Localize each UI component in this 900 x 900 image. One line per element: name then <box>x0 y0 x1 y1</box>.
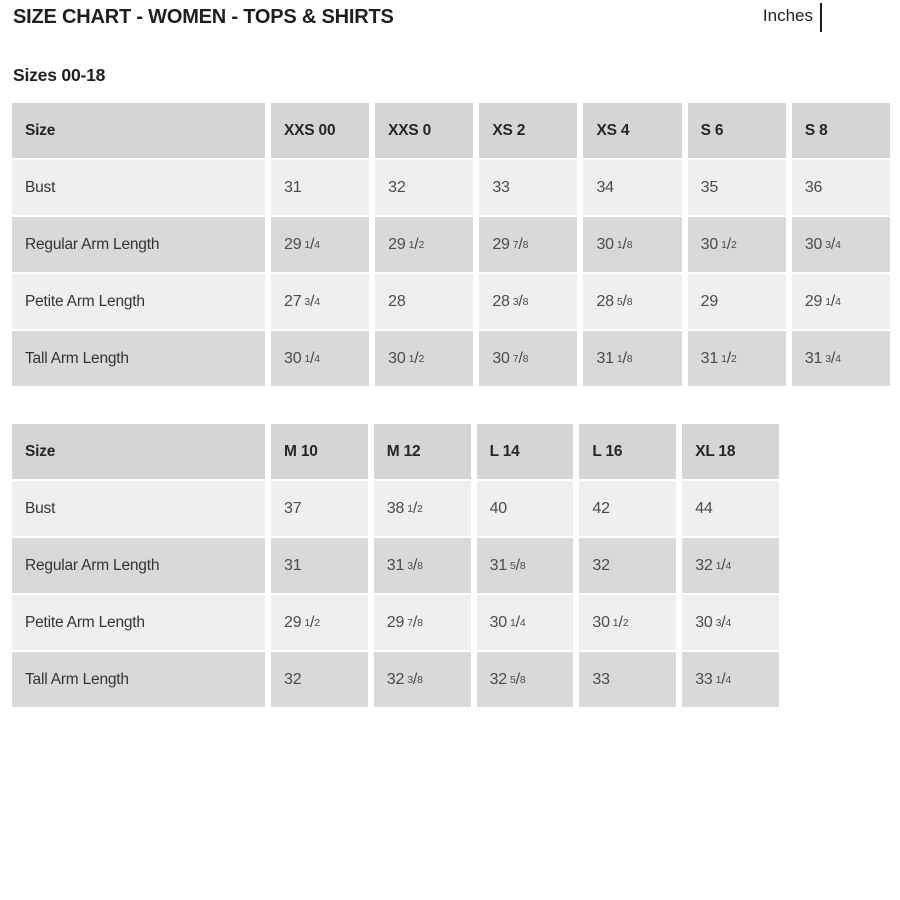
measurement-cell: 31 3 / 8 <box>374 538 471 593</box>
column-header: M 12 <box>374 424 471 479</box>
row-label: Regular Arm Length <box>12 538 265 593</box>
measurement-cell: 33 <box>579 652 676 707</box>
measurement-cell: 30 1 / 2 <box>579 595 676 650</box>
column-header: S 8 <box>792 103 890 158</box>
measurement-cell: 27 3 / 4 <box>271 274 369 329</box>
page-title: SIZE CHART - WOMEN - TOPS & SHIRTS <box>13 6 394 28</box>
measurement-cell: 29 1 / 2 <box>375 217 473 272</box>
column-header: S 6 <box>688 103 786 158</box>
measurement-cell: 29 7 / 8 <box>374 595 471 650</box>
units-divider <box>820 3 822 32</box>
measurement-cell: 30 7 / 8 <box>479 331 577 386</box>
measurement-cell: 34 <box>583 160 681 215</box>
measurement-cell: 33 1 / 4 <box>682 652 779 707</box>
measurement-cell: 36 <box>792 160 890 215</box>
measurement-cell: 38 1 / 2 <box>374 481 471 536</box>
measurement-cell: 35 <box>688 160 786 215</box>
size-table-2 <box>12 424 779 707</box>
measurement-cell: 30 1 / 2 <box>375 331 473 386</box>
measurement-cell: 31 <box>271 160 369 215</box>
measurement-cell: 28 <box>375 274 473 329</box>
row-label: Petite Arm Length <box>12 595 265 650</box>
column-header-size: Size <box>12 103 265 158</box>
column-header-size: Size <box>12 424 265 479</box>
measurement-cell: 30 3 / 4 <box>682 595 779 650</box>
measurement-cell: 31 1 / 8 <box>583 331 681 386</box>
column-header: XXS 0 <box>375 103 473 158</box>
units-toggle-inches[interactable]: Inches <box>762 6 813 25</box>
measurement-cell: 31 5 / 8 <box>477 538 574 593</box>
measurement-cell: 32 5 / 8 <box>477 652 574 707</box>
measurement-cell: 42 <box>579 481 676 536</box>
measurement-cell: 32 3 / 8 <box>374 652 471 707</box>
measurement-cell: 28 5 / 8 <box>583 274 681 329</box>
column-header: L 16 <box>579 424 676 479</box>
row-label: Regular Arm Length <box>12 217 265 272</box>
column-header: M 10 <box>271 424 368 479</box>
measurement-cell: 29 1 / 2 <box>271 595 368 650</box>
column-header: L 14 <box>477 424 574 479</box>
measurement-cell: 32 <box>375 160 473 215</box>
measurement-cell: 31 <box>271 538 368 593</box>
column-header: XL 18 <box>682 424 779 479</box>
measurement-cell: 29 1 / 4 <box>792 274 890 329</box>
row-label: Petite Arm Length <box>12 274 265 329</box>
row-label: Tall Arm Length <box>12 331 265 386</box>
size-table-1 <box>12 103 890 386</box>
column-header: XS 2 <box>479 103 577 158</box>
measurement-cell: 37 <box>271 481 368 536</box>
measurement-cell: 40 <box>477 481 574 536</box>
row-label: Bust <box>12 481 265 536</box>
section-subtitle: Sizes 00-18 <box>13 65 106 85</box>
measurement-cell: 33 <box>479 160 577 215</box>
measurement-cell: 29 7 / 8 <box>479 217 577 272</box>
measurement-cell: 29 1 / 4 <box>271 217 369 272</box>
measurement-cell: 30 1 / 4 <box>477 595 574 650</box>
measurement-cell: 30 1 / 2 <box>688 217 786 272</box>
row-label: Bust <box>12 160 265 215</box>
measurement-cell: 32 1 / 4 <box>682 538 779 593</box>
measurement-cell: 32 <box>271 652 368 707</box>
units-area <box>763 3 822 32</box>
measurement-cell: 31 1 / 2 <box>688 331 786 386</box>
measurement-cell: 28 3 / 8 <box>479 274 577 329</box>
row-label: Tall Arm Length <box>12 652 265 707</box>
column-header: XS 4 <box>583 103 681 158</box>
measurement-cell: 32 <box>579 538 676 593</box>
measurement-cell: 30 1 / 8 <box>583 217 681 272</box>
measurement-cell: 44 <box>682 481 779 536</box>
measurement-cell: 29 <box>688 274 786 329</box>
column-header: XXS 00 <box>271 103 369 158</box>
measurement-cell: 31 3 / 4 <box>792 331 890 386</box>
measurement-cell: 30 1 / 4 <box>271 331 369 386</box>
measurement-cell: 30 3 / 4 <box>792 217 890 272</box>
